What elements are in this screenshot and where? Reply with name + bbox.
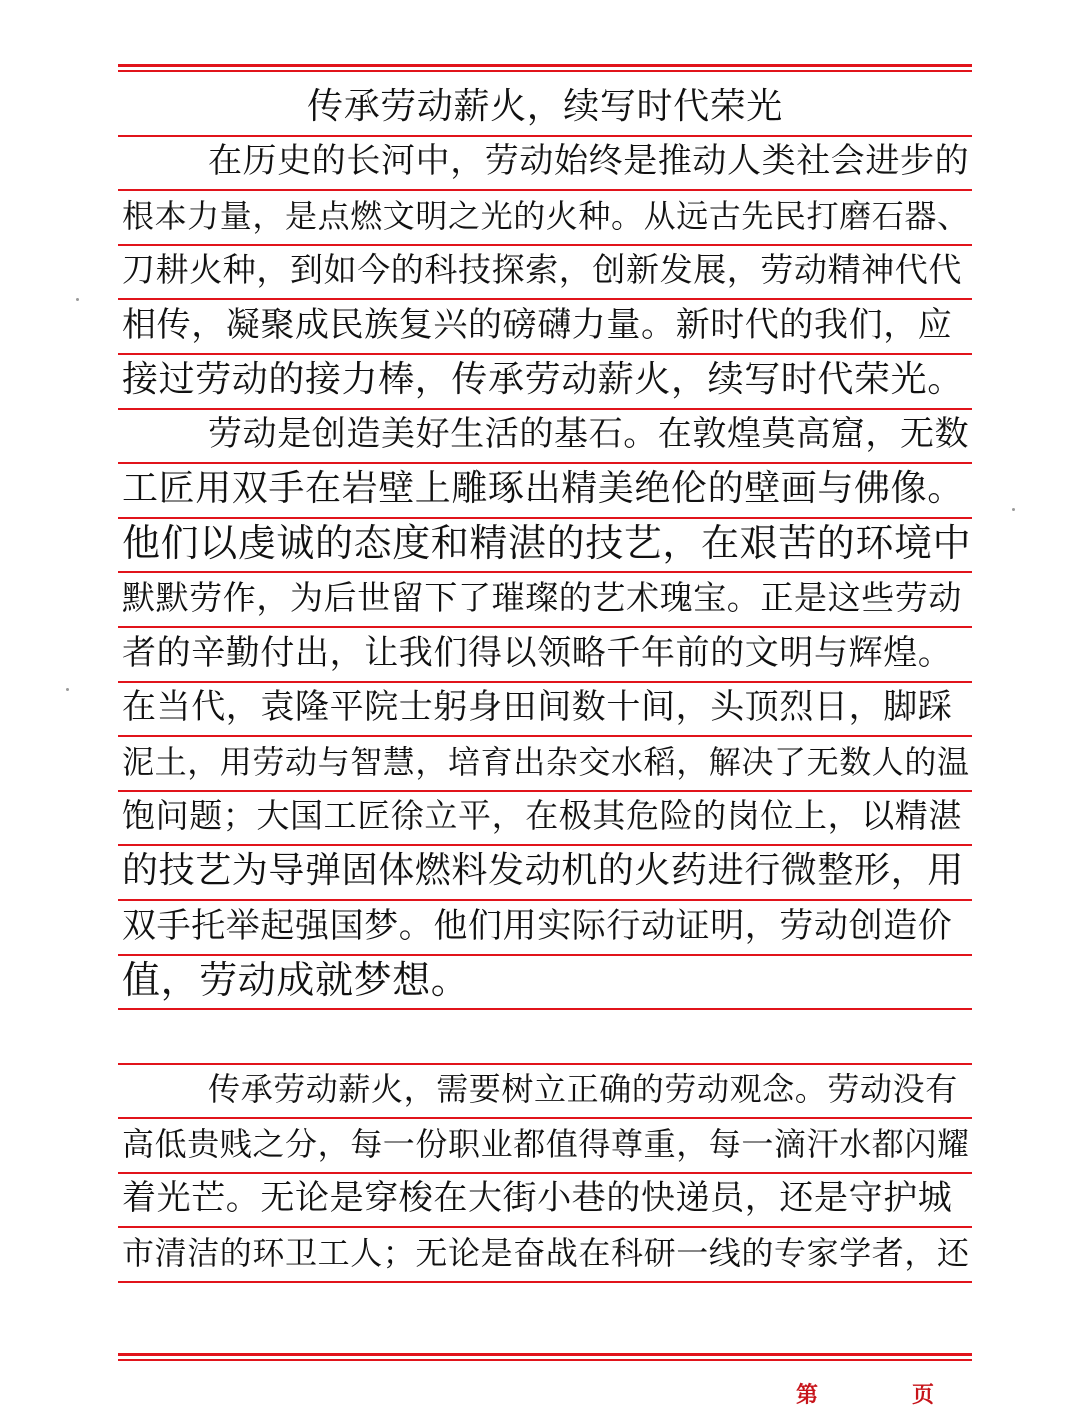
essay-line xyxy=(118,300,972,355)
essay-line xyxy=(118,628,972,683)
top-double-rule xyxy=(118,64,972,74)
essay-line-text: 他们以虔诚的态度和精湛的技艺，在艰苦的环境中 xyxy=(122,521,972,566)
essay-line xyxy=(118,1065,972,1120)
essay-line xyxy=(118,519,972,574)
essay-line xyxy=(118,464,972,519)
essay-line-text: 刀耕火种，到如今的科技探索，创新发展，劳动精神代代 xyxy=(122,250,962,290)
essay-line xyxy=(118,1119,972,1174)
essay-line xyxy=(118,792,972,847)
essay-line xyxy=(118,137,972,192)
essay-line xyxy=(118,1174,972,1229)
essay-line xyxy=(118,846,972,901)
essay-line-text: 工匠用双手在岩壁上雕琢出精美绝伦的壁画与佛像。 xyxy=(122,467,964,509)
bottom-rule-thin xyxy=(118,1359,972,1361)
essay-line-text: 值，劳动成就梦想。 xyxy=(122,958,470,1003)
essay-line-text: 泥土，用劳动与智慧，培育出杂交水稻，解决了无数人的温 xyxy=(122,742,970,781)
paper-speck xyxy=(76,298,79,301)
essay-line-text: 默默劳作，为后世留下了璀璨的艺术瑰宝。正是这些劳动 xyxy=(122,577,962,617)
bottom-double-rule xyxy=(118,1353,972,1363)
essay-line-text: 饱问题；大国工匠徐立平，在极其危险的岗位上，以精湛 xyxy=(122,796,962,836)
essay-line xyxy=(118,246,972,301)
essay-line xyxy=(118,901,972,956)
essay-line-text: 者的辛勤付出，让我们得以领略千年前的文明与辉煌。 xyxy=(122,632,953,673)
ruled-lines xyxy=(118,82,972,1283)
essay-line-blank xyxy=(118,1010,972,1065)
essay-line-text: 市清洁的环卫工人；无论是奋战在科研一线的专家学者，还 xyxy=(122,1234,970,1273)
essay-title: 传承劳动薪火，续写时代荣光 xyxy=(307,85,783,127)
essay-line xyxy=(118,573,972,628)
essay-line-text: 高低贵贱之分，每一份职业都值得尊重，每一滴汗水都闪耀 xyxy=(122,1124,970,1163)
essay-line xyxy=(118,1228,972,1283)
essay-line xyxy=(118,956,972,1011)
paper-speck xyxy=(1012,508,1015,511)
essay-line-text: 根本力量，是点燃文明之光的火种。从远古先民打磨石器、 xyxy=(122,196,970,235)
paragraph-3-start: 传承劳动薪火，需要树立正确的劳动观念。劳动没有 xyxy=(208,1070,958,1109)
paragraph-2-start: 劳动是创造美好生活的基石。在敦煌莫高窟，无数 xyxy=(208,414,970,455)
top-rule-thin xyxy=(118,70,972,72)
paragraph-1-start: 在历史的长河中，劳动始终是推动人类社会进步的 xyxy=(208,141,970,182)
page-number-suffix: 页 xyxy=(912,1382,935,1408)
essay-line xyxy=(118,410,972,465)
essay-line-text: 双手托举起强国梦。他们用实际行动证明，劳动创造价 xyxy=(122,905,953,946)
essay-line xyxy=(118,355,972,410)
essay-line-text: 着光芒。无论是穿梭在大街小巷的快递员，还是守护城 xyxy=(122,1178,953,1219)
top-rule-thick xyxy=(118,64,972,67)
essay-line-text: 接过劳动的接力棒，传承劳动薪火，续写时代荣光。 xyxy=(122,358,964,400)
essay-line-text: 在当代，袁隆平院士躬身田间数十间，头顶烈日，脚踩 xyxy=(122,687,953,728)
essay-line-text: 的技艺为导弹固体燃料发动机的火药进行微整形，用 xyxy=(122,849,964,891)
essay-line xyxy=(118,737,972,792)
page-number-prefix: 第 xyxy=(796,1382,819,1408)
essay-line xyxy=(118,683,972,738)
paper-speck xyxy=(66,688,69,691)
bottom-rule-thick xyxy=(118,1353,972,1356)
essay-line xyxy=(118,191,972,246)
essay-line-text: 相传，凝聚成民族复兴的磅礴力量。新时代的我们，应 xyxy=(122,304,953,345)
essay-title-row xyxy=(118,82,972,137)
